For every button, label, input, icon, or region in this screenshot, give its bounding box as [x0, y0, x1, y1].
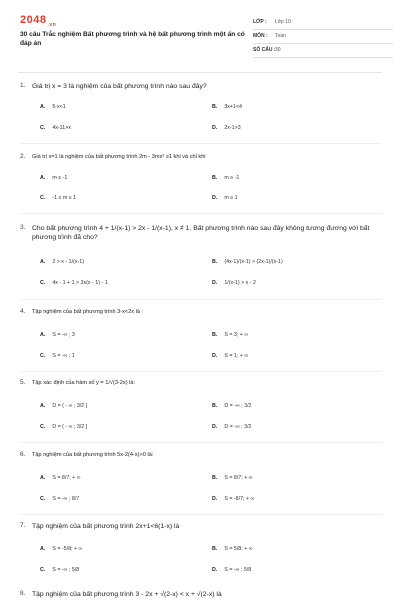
question-divider: [20, 514, 382, 515]
question-text: Tập nghiệm của bất phương trình 3-x<2x là :: [32, 309, 144, 315]
header-divider: [18, 72, 382, 73]
option-a[interactable]: A. 2 > x - 1/(x-1): [40, 259, 84, 265]
meta-row-subject: [253, 30, 393, 44]
option-b[interactable]: B. S = 3; + ∞: [212, 332, 249, 338]
question-divider: [20, 442, 382, 443]
question-text: Tập nghiệm của bất phương trình 2x+1<6(1-x) là: [32, 523, 180, 530]
option-c[interactable]: C. -1 ≤ m ≤ 1: [40, 195, 77, 201]
option-d[interactable]: D. S = 1; + ∞: [212, 353, 249, 359]
meta-key: LỚP :: [253, 19, 267, 25]
meta-row-class: [253, 16, 393, 30]
option-b[interactable]: B. S = 5/8; + ∞: [212, 546, 253, 552]
option-b[interactable]: B. m ≥ -1: [212, 175, 240, 181]
option-d[interactable]: D. S = -∞ ; 5/8: [212, 567, 252, 573]
question-divider: [20, 143, 382, 144]
option-c[interactable]: C. 4x - 1 + 1 > 2x(x - 1) - 1: [40, 280, 108, 286]
question-number: 6.: [20, 451, 26, 458]
option-a[interactable]: A. m ≤ -1: [40, 175, 68, 181]
option-d[interactable]: D. 2x-1>3: [212, 125, 241, 131]
question-text: Tập nghiệm của bất phương trình 5x-2(4-x)>0 là:: [32, 452, 154, 458]
meta-table: [253, 16, 393, 58]
option-c[interactable]: C. 4x-11>x: [40, 125, 71, 131]
question-divider: [20, 213, 382, 214]
option-d[interactable]: D. 1/(x-1) > x - 2: [212, 280, 256, 286]
option-b[interactable]: B. D = -∞ ; 3/2: [212, 403, 252, 409]
question-text: Tập nghiệm của bất phương trình 3 - 2x + √(2-x) < x + √(2-x) là: [32, 591, 222, 598]
question-number: 3.: [20, 224, 26, 231]
option-c[interactable]: C. S = -∞ ; 5/8: [40, 567, 80, 573]
document-title: 30 câu Trắc nghiệm Bất phương trình và hệ bất phương trình một ẩn có đáp án: [20, 31, 245, 47]
document-header: [20, 14, 382, 64]
option-b[interactable]: B. 3x+1<4: [212, 104, 242, 110]
site-logo[interactable]: $2048_{.vn}$: [20, 14, 57, 29]
meta-key: SỐ CÂU :: [253, 47, 276, 53]
meta-value: Toán: [275, 33, 286, 39]
question-text: Giá trị x=1 là nghiệm của bất phương trình 2m - 3mx² ≥1 khi và chỉ khi: [32, 154, 206, 160]
option-c[interactable]: C. S = -∞ ; 8/7: [40, 496, 80, 502]
question-number: 4.: [20, 308, 26, 315]
option-d[interactable]: D. D = -∞ ; 3/2: [212, 424, 252, 430]
option-a[interactable]: A. S = -∞ ; 3: [40, 332, 75, 338]
option-a[interactable]: A. S = -5/8; + ∞: [40, 546, 83, 552]
option-d[interactable]: D. S = -8/7; + ∞: [212, 496, 255, 502]
option-d[interactable]: D. m ≥ 1: [212, 195, 238, 201]
question-divider: [20, 371, 382, 372]
meta-value: Lớp 10: [275, 19, 291, 25]
question-text: Tập xác định của hàm số y = 1/√(3-2x) là:: [32, 380, 136, 386]
option-a[interactable]: A. 5-x<1: [40, 104, 66, 110]
meta-row-count: [253, 44, 393, 58]
question-text: Cho bất phương trình 4 + 1/(x-1) > 2x - 1/(x-1), x ≠ 1. Bất phương trình nào sau đây không tương đương với bất phương trình đã cho?: [32, 225, 370, 241]
question-text: Giá trị x = 3 là nghiệm của bất phương trình nào sau đây?: [32, 83, 207, 90]
option-a[interactable]: A. D = ( - ∞ ; 3/2 ]: [40, 403, 88, 409]
meta-key: MÔN :: [253, 33, 268, 39]
question-number: 5.: [20, 379, 26, 386]
option-c[interactable]: C. D = ( - ∞ ; 3/2 ]: [40, 424, 88, 430]
meta-value: 30: [275, 47, 281, 53]
question-number: 2.: [20, 153, 26, 160]
question-number: 7.: [20, 522, 26, 529]
option-b[interactable]: B. (4x-1)/(x-1) > (2x-1)/(x-1): [212, 259, 283, 265]
option-c[interactable]: C. S = -∞ ; 1: [40, 353, 75, 359]
option-a[interactable]: A. S = 8/7; + ∞: [40, 475, 81, 481]
question-divider: [20, 299, 382, 300]
question-number: 1.: [20, 82, 26, 89]
question-number: 8.: [20, 590, 26, 597]
option-b[interactable]: B. S = 8/7; + ∞: [212, 475, 253, 481]
